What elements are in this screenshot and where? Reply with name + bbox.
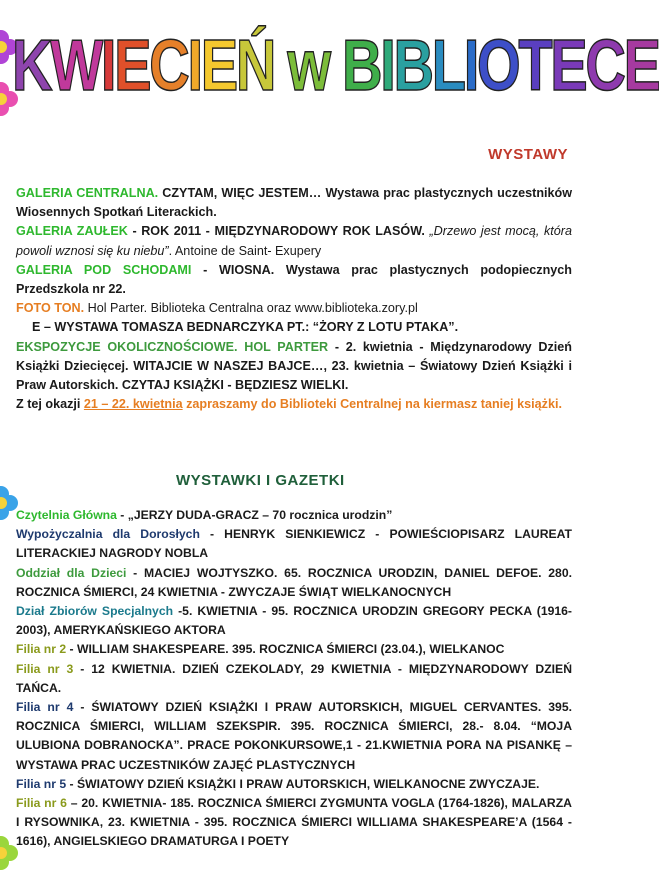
list-item: GALERIA ZAUŁEK - ROK 2011 - MIĘDZYNARODOWY ROK LASÓW. „Drzewo jest mocą, która powoli wznosi się ku niebu”. Antoine de Saint- Exupery	[16, 224, 572, 258]
gazetki-list	[16, 506, 572, 852]
title-letter: B	[342, 26, 381, 106]
list-item: Dział Zbiorów Specjalnych -5. KWIETNIA - 95. ROCZNICA URODZIN GREGORY PECKA (1916-2003), AMERYKAŃSKIEGO AKTORA	[16, 604, 572, 638]
title-letter	[329, 16, 342, 116]
title-letter: T	[518, 26, 551, 106]
title-letter: I	[100, 26, 115, 106]
title-letter: I	[187, 26, 201, 106]
section-heading-gazetki: WYSTAWKI I GAZETKI	[176, 472, 345, 489]
list-item: FOTO TON. Hol Parter. Biblioteka Centralna oraz www.biblioteka.zory.pl	[16, 301, 418, 316]
title-letter: L	[431, 26, 464, 106]
wystawy-list	[16, 184, 572, 414]
title-letter: E	[114, 26, 150, 106]
title-letter: E	[623, 26, 659, 106]
list-item: Filia nr 2 - WILLIAM SHAKESPEARE. 395. ROCZNICA ŚMIERCI (23.04.), WIELKANOC	[16, 642, 505, 657]
title-letter: K	[12, 26, 51, 106]
title-letter: O	[476, 26, 519, 106]
list-item: Oddział dla Dzieci - MACIEJ WOJTYSZKO. 65. ROCZNICA URODZIN, DANIEL DEFOE. 280. ROCZNICA ŚMIERCI, 24 KWIETNIA - ZWYCZAJE ŚWIĄT WIELKANOCNYCH	[16, 565, 572, 599]
list-item: Czytelnia Główna - „JERZY DUDA-GRACZ – 70 rocznica urodzin”	[16, 508, 393, 522]
title-letter: I	[380, 26, 394, 106]
list-item: Filia nr 3 - 12 KWIETNIA. DZIEŃ CZEKOLADY, 29 KWIETNIA - MIĘDZYNARODOWY DZIEŃ TAŃCA.	[16, 661, 572, 695]
section-heading-wystawy: WYSTAWY	[488, 146, 568, 163]
title-letter	[274, 16, 287, 116]
list-item: E – WYSTAWA TOMASZA BEDNARCZYKA PT.: “ŻORY Z LOTU PTAKA”.	[32, 320, 459, 335]
list-item: GALERIA POD SCHODAMI - WIOSNA. Wystawa prac plastycznych podopiecznych Przedszkola nr 22.	[16, 262, 572, 297]
title-letter: B	[393, 26, 432, 106]
title-letter: E	[550, 26, 586, 106]
title-letter: Ń	[235, 26, 275, 106]
list-item: Z tej okazji 21 – 22. kwietnia zapraszamy do Biblioteki Centralnej na kiermasz taniej książki.	[16, 397, 562, 412]
title-letter: C	[585, 26, 624, 106]
list-item: Filia nr 5 - ŚWIATOWY DZIEŃ KSIĄŻKI I PRAW AUTORSKICH, WIELKANOCNE ZWYCZAJE.	[16, 776, 540, 791]
page-title	[12, 16, 659, 116]
title-letter: W	[50, 26, 101, 106]
list-item: GALERIA CENTRALNA. CZYTAM, WIĘC JESTEM… Wystawa prac plastycznych uczestników Wiosennych Spotkań Literackich.	[16, 186, 573, 220]
title-letter: I	[463, 26, 477, 106]
title-letter: C	[149, 26, 188, 106]
list-item: Wypożyczalnia dla Dorosłych - HENRYK SIENKIEWICZ - POWIEŚCIOPISARZ LAUREAT LITERACKIEJ NAGRODY NOBLA	[16, 527, 572, 561]
list-item: EKSPOZYCJE OKOLICZNOŚCIOWE. HOL PARTER - 2. kwietnia - Międzynarodowy Dzień Książki Dziecięcej. WITAJCIE W NASZEJ BAJCE…, 23. kwietnia – Światowy Dzień Książki i Praw Autorskich. CZYTAJ KSIĄŻKI - BĘDZIESZ WIELKI.	[16, 339, 572, 393]
title-letter: E	[200, 26, 236, 106]
date-link[interactable]: 21 – 22. kwietnia	[83, 397, 183, 412]
list-item: Filia nr 4 - ŚWIATOWY DZIEŃ KSIĄŻKI I PRAW AUTORSKICH, MIGUEL CERVANTES. 395. ROCZNICA ŚMIERCI, WILLIAM SZEKSPIR. 395. ROCZNICA ŚMIERCI, 28.- 8.04. “MOJA ULUBIONA DOBRANOCKA”. PRACE POKONKURSOWE,1 - 21.KWIETNIA PORA NA PISANKĘ – WYSTAWA PRAC UCZESTNIKÓW ZAJĘĆ PLASTYCZNYCH	[16, 700, 572, 772]
title-letter: w	[287, 26, 329, 106]
list-item: Filia nr 6 – 20. KWIETNIA- 185. ROCZNICA ŚMIERCI ZYGMUNTA VOGLA (1764-1826), MALARZA I RYSOWNIKA, 23. KWIETNIA - 395. ROCZNICA ŚMIERCI WILLIAMA SHAKESPEARE’A (1564 - 1616), ANGIELSKIEGO DRAMATURGA I POETY	[16, 796, 572, 849]
